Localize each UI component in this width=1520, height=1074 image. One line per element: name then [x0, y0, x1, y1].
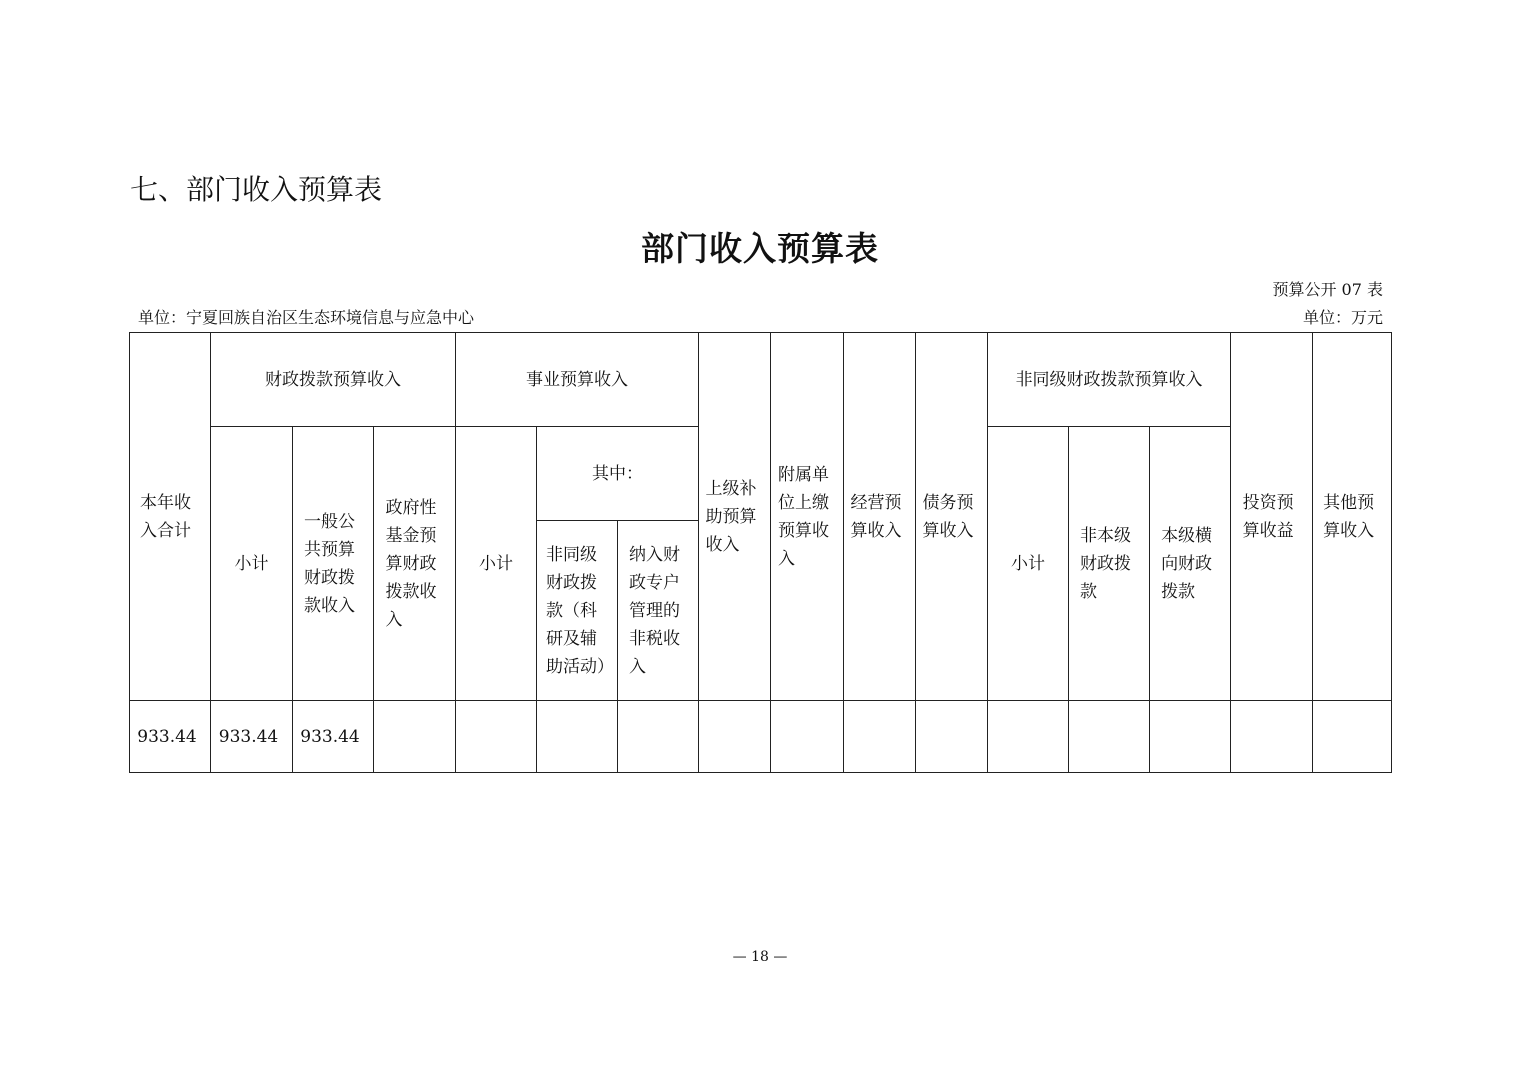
- header-nonsame-group: 非同级财政拨款预算收入: [988, 333, 1231, 427]
- cell-cause-nontax: [618, 701, 699, 773]
- unit-name: 单位：宁夏回族自治区生态环境信息与应急中心: [138, 308, 475, 327]
- cell-nonsame-subtotal: [988, 701, 1069, 773]
- cell-investment: [1231, 701, 1313, 773]
- income-budget-table: [129, 332, 1392, 773]
- cell-superior-subsidy: [699, 701, 771, 773]
- cell-nonsame-nonlocal: [1069, 701, 1150, 773]
- table-code: 预算公开 07 表: [1272, 280, 1383, 299]
- cell-other: [1313, 701, 1392, 773]
- header-investment: 投资预算收益: [1231, 333, 1313, 701]
- header-nonsame-horizontal: 本级横向财政拨款: [1150, 427, 1231, 701]
- header-nonsame-subtotal: 小计: [988, 427, 1069, 701]
- cell-fiscal-subtotal: 933.44: [211, 701, 293, 773]
- cell-cause-subtotal: [456, 701, 537, 773]
- cell-operating: [844, 701, 916, 773]
- header-fiscal-general: 一般公共预算财政拨款收入: [293, 427, 374, 701]
- section-heading: 七、部门收入预算表: [130, 173, 383, 206]
- header-fiscal-subtotal: 小计: [211, 427, 293, 701]
- header-total: 本年收入合计: [130, 333, 211, 701]
- header-superior-subsidy: 上级补助预算收入: [699, 333, 771, 701]
- header-cause-subtotal: 小计: [456, 427, 537, 701]
- header-cause-nonsame: 非同级财政拨款（科研及辅助活动）: [537, 521, 618, 701]
- cell-affiliated-remit: [771, 701, 844, 773]
- header-operating: 经营预算收入: [844, 333, 916, 701]
- header-other: 其他预算收入: [1313, 333, 1392, 701]
- header-cause-nontax: 纳入财政专户管理的非税收入: [618, 521, 699, 701]
- header-affiliated-remit: 附属单位上缴预算收入: [771, 333, 844, 701]
- cell-total: 933.44: [130, 701, 211, 773]
- unit-money: 单位：万元: [1302, 308, 1383, 327]
- header-nonsame-nonlocal: 非本级财政拨款: [1069, 427, 1150, 701]
- header-debt: 债务预算收入: [916, 333, 988, 701]
- table-title: 部门收入预算表: [641, 229, 879, 268]
- cell-fiscal-general: 933.44: [293, 701, 374, 773]
- header-cause-group: 事业预算收入: [456, 333, 699, 427]
- page-number: — 18 —: [732, 949, 788, 965]
- cell-fiscal-gov-fund: [374, 701, 456, 773]
- header-cause-among: 其中：: [537, 427, 699, 521]
- cell-debt: [916, 701, 988, 773]
- cell-cause-nonsame: [537, 701, 618, 773]
- header-fiscal-gov-fund: 政府性基金预算财政拨款收入: [374, 427, 456, 701]
- header-fiscal-group: 财政拨款预算收入: [211, 333, 456, 427]
- cell-nonsame-horizontal: [1150, 701, 1231, 773]
